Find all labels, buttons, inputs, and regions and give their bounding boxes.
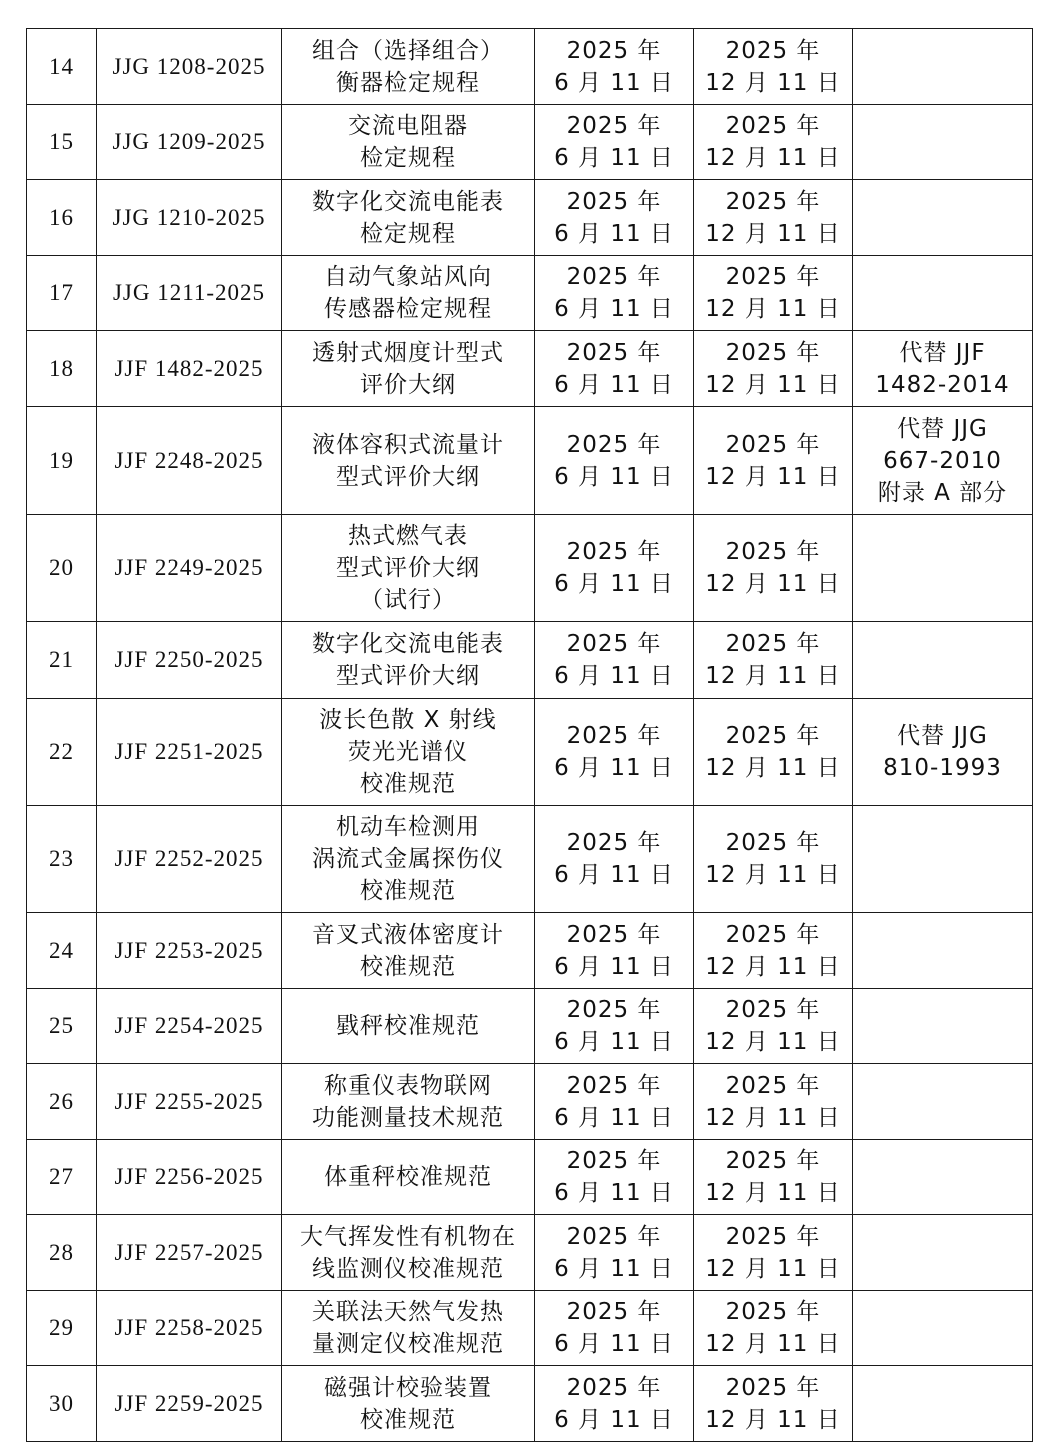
standard-name-line: 传感器检定规程 [324,296,492,322]
table-row [27,913,1033,989]
effective-date-line: 12 月 11 日 [705,463,841,490]
effective-date [694,1215,853,1291]
standard-name-line: 型式评价大纲 [336,555,480,581]
row-number: 27 [27,1140,97,1215]
effective-date-line: 2025 年 [725,188,821,215]
replacement-note [853,699,1033,806]
row-number: 18 [27,331,97,407]
standard-name-line: 磁强计校验装置 [324,1374,492,1401]
publish-date-line: 6 月 11 日 [554,1406,674,1433]
standard-name-line: 校准规范 [360,1406,456,1433]
effective-date-line: 2025 年 [725,1148,821,1174]
effective-date-line: 2025 年 [725,37,821,64]
row-number: 22 [27,699,97,806]
standard-name-line: 透射式烟度计型式 [312,339,504,366]
effective-date-line: 12 月 11 日 [705,1406,841,1433]
effective-date-line: 12 月 11 日 [705,1029,841,1055]
publish-date-line: 2025 年 [566,1072,662,1099]
publish-date-line: 2025 年 [566,339,662,366]
standard-name-line: 戥秤校准规范 [336,1013,480,1039]
standard-name-line: 波长色散 X 射线 [319,707,497,733]
effective-date [694,699,853,806]
table-body [27,29,1033,1442]
standard-name [282,622,535,699]
table-row [27,806,1033,913]
effective-date-line: 2025 年 [725,1299,821,1325]
row-number: 23 [27,806,97,913]
table-row [27,1064,1033,1140]
effective-date-line: 12 月 11 日 [705,1104,841,1131]
standard-name [282,1291,535,1366]
row-number: 15 [27,105,97,180]
row-number: 20 [27,515,97,622]
row-number: 16 [27,180,97,256]
standard-name-line: 校准规范 [360,953,456,980]
publish-date [535,256,694,331]
publish-date-line: 6 月 11 日 [554,463,674,490]
publish-date-line: 6 月 11 日 [554,296,674,322]
replacement-note [853,1140,1033,1215]
standard-name [282,1140,535,1215]
publish-date-line: 2025 年 [566,921,662,948]
standard-code: JJF 2256-2025 [97,1140,282,1215]
row-number: 25 [27,989,97,1064]
standard-name-line: 涡流式金属探伤仪 [312,846,504,872]
standard-name-line: 机动车检测用 [336,814,480,840]
publish-date [535,1064,694,1140]
table-row [27,1215,1033,1291]
standard-name-line: 组合（选择组合） [312,37,504,64]
publish-date [535,407,694,515]
replacement-note [853,622,1033,699]
replacement-note [853,331,1033,407]
standard-name-line: 数字化交流电能表 [312,188,504,215]
table-row [27,1291,1033,1366]
row-number: 29 [27,1291,97,1366]
effective-date [694,515,853,622]
standard-name [282,180,535,256]
publish-date-line: 6 月 11 日 [554,1331,674,1357]
publish-date-line: 2025 年 [566,631,662,657]
standard-name-line: 荧光光谱仪 [348,739,468,765]
standard-code: JJF 2252-2025 [97,806,282,913]
standard-code: JJG 1210-2025 [97,180,282,256]
standard-name-line: 评价大纲 [360,371,456,398]
effective-date-line: 2025 年 [725,539,821,565]
effective-date-line: 12 月 11 日 [705,69,841,96]
standard-code: JJF 1482-2025 [97,331,282,407]
replacement-note [853,256,1033,331]
replacement-note [853,1064,1033,1140]
effective-date-line: 2025 年 [725,997,821,1023]
standard-name-line: 校准规范 [360,771,456,797]
table-row [27,699,1033,806]
effective-date-line: 2025 年 [725,339,821,366]
replacement-note [853,29,1033,105]
effective-date-line: 12 月 11 日 [705,1255,841,1282]
replacement-note [853,1215,1033,1291]
publish-date [535,989,694,1064]
replacement-note [853,180,1033,256]
standard-name-line: 型式评价大纲 [336,463,480,490]
publish-date-line: 2025 年 [566,431,662,458]
standard-code: JJF 2258-2025 [97,1291,282,1366]
standard-name-line: 关联法天然气发热 [312,1299,504,1325]
publish-date-line: 2025 年 [566,830,662,856]
publish-date-line: 2025 年 [566,997,662,1023]
effective-date [694,989,853,1064]
table-row [27,622,1033,699]
row-number: 26 [27,1064,97,1140]
publish-date [535,1215,694,1291]
publish-date-line: 2025 年 [566,188,662,215]
effective-date-line: 12 月 11 日 [705,371,841,398]
row-number: 21 [27,622,97,699]
standard-code: JJF 2255-2025 [97,1064,282,1140]
table-row [27,407,1033,515]
effective-date [694,622,853,699]
effective-date [694,331,853,407]
effective-date-line: 2025 年 [725,264,821,290]
standard-name-line: 音叉式液体密度计 [312,921,504,948]
publish-date [535,806,694,913]
effective-date-line: 2025 年 [725,631,821,657]
effective-date-line: 2025 年 [725,723,821,749]
standard-name-line: 体重秤校准规范 [324,1164,492,1190]
effective-date-line: 2025 年 [725,921,821,948]
standard-name-line: 大气挥发性有机物在 [300,1223,516,1250]
effective-date-line: 12 月 11 日 [705,571,841,597]
replacement-note-line: 代替 JJG [897,415,988,442]
standard-name-line: 校准规范 [360,878,456,904]
replacement-note [853,407,1033,515]
table-row [27,515,1033,622]
row-number: 17 [27,256,97,331]
publish-date-line: 6 月 11 日 [554,145,674,171]
replacement-note-line: 1482-2014 [875,371,1010,398]
replacement-note [853,989,1033,1064]
publish-date-line: 6 月 11 日 [554,1029,674,1055]
effective-date-line: 2025 年 [725,830,821,856]
replacement-note-line: 代替 JJG [897,723,988,749]
effective-date-line: 12 月 11 日 [705,220,841,247]
publish-date-line: 2025 年 [566,1223,662,1250]
effective-date-line: 2025 年 [725,431,821,458]
standard-name-line: 热式燃气表 [348,523,468,549]
standard-name [282,256,535,331]
publish-date [535,1366,694,1442]
effective-date-line: 12 月 11 日 [705,1180,841,1206]
standard-name-line: 自动气象站风向 [324,264,492,290]
standard-name-line: 衡器检定规程 [336,69,480,96]
publish-date-line: 2025 年 [566,113,662,139]
publish-date-line: 2025 年 [566,1374,662,1401]
effective-date-line: 12 月 11 日 [705,862,841,888]
effective-date-line: 2025 年 [725,1223,821,1250]
standard-code: JJF 2248-2025 [97,407,282,515]
effective-date [694,256,853,331]
publish-date-line: 6 月 11 日 [554,953,674,980]
publish-date [535,1291,694,1366]
effective-date-line: 12 月 11 日 [705,663,841,689]
standard-code: JJF 2250-2025 [97,622,282,699]
effective-date-line: 12 月 11 日 [705,953,841,980]
publish-date [535,515,694,622]
standard-name [282,699,535,806]
publish-date-line: 6 月 11 日 [554,1255,674,1282]
standard-name [282,29,535,105]
publish-date-line: 6 月 11 日 [554,1104,674,1131]
publish-date-line: 2025 年 [566,1299,662,1325]
publish-date [535,331,694,407]
effective-date [694,105,853,180]
publish-date [535,699,694,806]
effective-date-line: 12 月 11 日 [705,296,841,322]
standard-code: JJG 1209-2025 [97,105,282,180]
effective-date-line: 2025 年 [725,1374,821,1401]
replacement-note [853,515,1033,622]
standard-code: JJF 2251-2025 [97,699,282,806]
standard-code: JJF 2249-2025 [97,515,282,622]
standard-code: JJG 1211-2025 [97,256,282,331]
standard-name-line: 量测定仪校准规范 [312,1331,504,1357]
row-number: 14 [27,29,97,105]
standards-table [26,28,1033,1442]
standard-code: JJF 2253-2025 [97,913,282,989]
standard-name-line: （试行） [360,587,456,613]
standard-name-line: 称重仪表物联网 [324,1072,492,1099]
effective-date [694,806,853,913]
publish-date-line: 6 月 11 日 [554,755,674,781]
replacement-note [853,913,1033,989]
table-row [27,29,1033,105]
standard-name [282,331,535,407]
publish-date [535,29,694,105]
publish-date [535,105,694,180]
standard-code: JJF 2254-2025 [97,989,282,1064]
standard-name-line: 数字化交流电能表 [312,631,504,657]
publish-date [535,913,694,989]
table-row [27,256,1033,331]
row-number: 28 [27,1215,97,1291]
standard-name [282,1064,535,1140]
publish-date-line: 6 月 11 日 [554,69,674,96]
standard-code: JJF 2259-2025 [97,1366,282,1442]
table-row [27,989,1033,1064]
publish-date-line: 2025 年 [566,539,662,565]
replacement-note-line: 代替 JJF [899,339,986,366]
publish-date-line: 6 月 11 日 [554,663,674,689]
row-number: 19 [27,407,97,515]
publish-date-line: 6 月 11 日 [554,1180,674,1206]
effective-date [694,407,853,515]
standard-name-line: 型式评价大纲 [336,663,480,689]
standard-name-line: 功能测量技术规范 [312,1104,504,1131]
replacement-note-line: 667-2010 [883,447,1002,474]
table-row [27,1140,1033,1215]
standard-name-line: 液体容积式流量计 [312,431,504,458]
effective-date-line: 12 月 11 日 [705,145,841,171]
publish-date [535,1140,694,1215]
effective-date [694,1366,853,1442]
effective-date-line: 12 月 11 日 [705,755,841,781]
publish-date [535,622,694,699]
standard-name [282,407,535,515]
standard-name-line: 检定规程 [360,220,456,247]
standard-name [282,1366,535,1442]
standard-name [282,806,535,913]
publish-date-line: 6 月 11 日 [554,371,674,398]
publish-date-line: 6 月 11 日 [554,220,674,247]
standard-name-line: 检定规程 [360,145,456,171]
standard-name [282,105,535,180]
table-row [27,1366,1033,1442]
standard-name [282,515,535,622]
effective-date-line: 2025 年 [725,113,821,139]
replacement-note-line: 810-1993 [883,755,1002,781]
row-number: 24 [27,913,97,989]
standard-code: JJG 1208-2025 [97,29,282,105]
publish-date-line: 2025 年 [566,37,662,64]
replacement-note [853,1366,1033,1442]
standard-name [282,1215,535,1291]
replacement-note [853,105,1033,180]
standard-code: JJF 2257-2025 [97,1215,282,1291]
row-number: 30 [27,1366,97,1442]
effective-date-line: 2025 年 [725,1072,821,1099]
effective-date [694,1140,853,1215]
effective-date-line: 12 月 11 日 [705,1331,841,1357]
table-row [27,180,1033,256]
table-row [27,105,1033,180]
standard-name-line: 交流电阻器 [348,113,468,139]
replacement-note-line: 附录 A 部分 [877,479,1008,506]
standard-name [282,913,535,989]
table-row [27,331,1033,407]
effective-date [694,1291,853,1366]
publish-date-line: 6 月 11 日 [554,571,674,597]
standard-name-line: 线监测仪校准规范 [312,1255,504,1282]
effective-date [694,180,853,256]
publish-date-line: 2025 年 [566,264,662,290]
publish-date [535,180,694,256]
effective-date [694,29,853,105]
replacement-note [853,1291,1033,1366]
publish-date-line: 2025 年 [566,723,662,749]
effective-date [694,1064,853,1140]
effective-date [694,913,853,989]
publish-date-line: 6 月 11 日 [554,862,674,888]
publish-date-line: 2025 年 [566,1148,662,1174]
replacement-note [853,806,1033,913]
standard-name [282,989,535,1064]
